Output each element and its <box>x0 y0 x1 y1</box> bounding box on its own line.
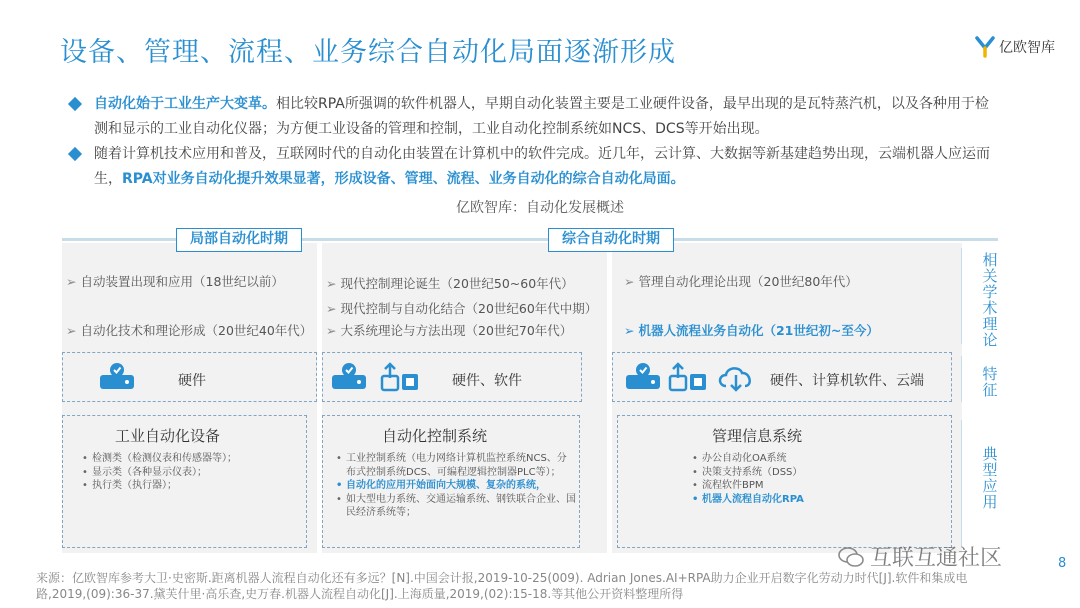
feature-text-1: 硬件 <box>178 373 206 389</box>
watermark-text: 互联互通社区 <box>870 546 1003 571</box>
theory-item: ➢ 管理自动化理论出现（20世纪80年代） <box>624 274 858 289</box>
bullet-2 <box>70 142 1000 192</box>
logo-text: 亿欧智库 <box>999 40 1055 56</box>
bullet-2-text: 随着计算机技术应用和普及，互联网时代的自动化由装置在计算机中的软件完成。近几年，云计算、大数据等新基建趋势出现，云端机器人应运而生， <box>94 146 990 187</box>
source-note: 来源：亿欧智库参考大卫·史密斯.距离机器人流程自动化还有多远？[N].中国会计报,2019-10-25(009). Adrian Jones.AI+RPA助力企业开启数字化劳动力时代[J].软件和集成电路,2019,(09):36-37.黛芙什里·高乐查,史万春.机器人流程自动化[J].上海质量,2019,(02):15-18.等其他公开资料整理所得 <box>36 571 968 601</box>
theory-text: 管理自动化理论出现（20世纪80年代） <box>638 274 858 289</box>
system-list-1 <box>80 452 300 493</box>
system-item: • 检测类（检测仪表和传感器等）； <box>80 452 300 466</box>
system-title-1: 工业自动化设备 <box>115 427 221 445</box>
bullet-2-highlight: RPA对业务自动化提升效果显著，形成设备、管理、流程、业务自动化的综合自动化局面。 <box>122 171 685 187</box>
theory-item-highlight: ➢ 机器人流程业务自动化（21世纪初~至今） <box>624 323 879 338</box>
system-title-2: 自动化控制系统 <box>382 427 488 445</box>
page-title: 设备、管理、流程、业务综合自动化局面逐渐形成 <box>60 37 676 68</box>
theory-text: 自动化技术和理论形成（20世纪40年代） <box>80 323 313 338</box>
cloud-download-icon <box>716 362 756 392</box>
page-number: 8 <box>1058 556 1067 571</box>
system-list-3 <box>690 452 930 506</box>
system-item: • 决策支持系统（DSS） <box>690 466 930 480</box>
diagram-subtitle: 亿欧智库：自动化发展概述 <box>456 200 624 216</box>
side-separator <box>961 356 962 402</box>
theory-item: ➢ 大系统理论与方法出现（20世纪70年代） <box>326 323 573 338</box>
theory-text: 现代控制理论诞生（20世纪50~60年代） <box>340 276 574 291</box>
side-separator <box>961 248 962 344</box>
theory-text: 大系统理论与方法出现（20世纪70年代） <box>340 323 573 338</box>
theory-item: ➢ 自动装置出现和应用（18世纪以前） <box>66 274 284 289</box>
system-item: • 工业控制系统（电力网络计算机监控系统NCS、分布式控制系统DCS、可编程逻辑控制器PLC等）； <box>334 452 576 479</box>
system-item: • 显示类（各种显示仪表）； <box>80 466 300 480</box>
server-icon <box>624 361 662 393</box>
era-label-integrated: 综合自动化时期 <box>548 228 674 252</box>
side-label-feature: 特征 <box>982 365 998 399</box>
system-title-3: 管理信息系统 <box>712 427 803 445</box>
wechat-icon <box>838 546 864 568</box>
era-label-local: 局部自动化时期 <box>176 228 302 252</box>
upload-screen-icon <box>668 362 708 392</box>
theory-text: 自动装置出现和应用（18世纪以前） <box>80 274 284 289</box>
system-item: • 流程软件BPM <box>690 479 930 493</box>
logo-icon <box>975 36 995 58</box>
bullet-1 <box>70 92 1000 142</box>
server-icon <box>330 361 368 393</box>
diamond-bullet-icon <box>68 147 82 161</box>
intro-bullets <box>70 92 1000 192</box>
side-separator <box>961 420 962 548</box>
theory-text: 机器人流程业务自动化（21世纪初~至今） <box>638 323 879 338</box>
bullet-1-text: 相比较RPA所强调的软件机器人，早期自动化装置主要是工业硬件设备，最早出现的是瓦特蒸汽机，以及各种用于检测和显示的工业自动化仪器；为方便工业设备的管理和控制，工业自动化控制系统如NCS、DCS等开始出现。 <box>94 96 989 137</box>
system-item: • 办公自动化OA系统 <box>690 452 930 466</box>
side-label-theory: 相关学术理论 <box>982 251 998 349</box>
side-label-application: 典型应用 <box>982 445 998 511</box>
system-list-2 <box>334 452 576 520</box>
server-icon <box>98 361 136 393</box>
theory-item: ➢ 现代控制与自动化结合（20世纪60年代中期） <box>326 301 598 316</box>
theory-item: ➢ 现代控制理论诞生（20世纪50~60年代） <box>326 276 574 291</box>
bullet-1-highlight: 自动化始于工业生产大变革。 <box>94 96 276 112</box>
system-item: • 如大型电力系统、交通运输系统、钢铁联合企业、国民经济系统等； <box>334 493 576 520</box>
system-item-highlight: • 自动化的应用开始面向大规模、复杂的系统， <box>334 479 576 493</box>
feature-text-2: 硬件、软件 <box>452 373 522 389</box>
system-item: • 执行类（执行器）； <box>80 479 300 493</box>
feature-text-3: 硬件、计算机软件、云端 <box>770 373 924 389</box>
system-item-highlight: • 机器人流程自动化RPA <box>690 493 930 507</box>
watermark <box>838 541 1002 572</box>
theory-item: ➢ 自动化技术和理论形成（20世纪40年代） <box>66 323 313 338</box>
diamond-bullet-icon <box>68 97 82 111</box>
theory-text: 现代控制与自动化结合（20世纪60年代中期） <box>340 301 598 316</box>
upload-screen-icon <box>380 362 420 392</box>
brand-logo <box>975 36 1055 58</box>
